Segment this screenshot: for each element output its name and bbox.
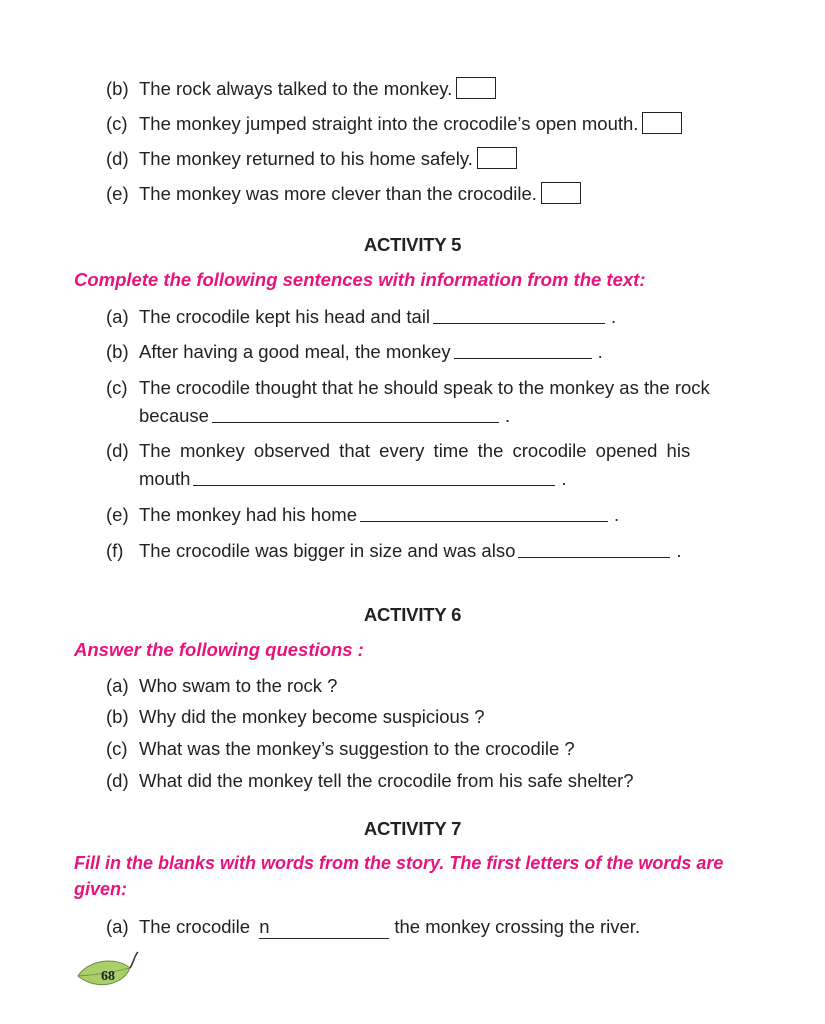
activity-7-instruction: Fill in the blanks with words from the story. The first letters of the words are given: xyxy=(74,853,724,899)
tf-item-b: (b) The rock always talked to the monkey. xyxy=(106,77,496,100)
activity-5-item-f: (f) The crocodile was bigger in size and was also . xyxy=(106,540,682,561)
activity-5-item-c-cont: because . xyxy=(139,405,511,426)
activity-6-item-c: (c) What was the monkey’s suggestion to the crocodile ? xyxy=(106,738,575,759)
answer-blank[interactable] xyxy=(433,309,605,324)
activity-5-heading: ACTIVITY 5 xyxy=(363,234,462,255)
answer-blank[interactable] xyxy=(212,408,499,423)
activity-5-item-e: (e) The monkey had his home . xyxy=(106,504,620,525)
tf-item-e: (e) The monkey was more clever than the crocodile. xyxy=(106,182,581,205)
tf-item-c: (c) The monkey jumped straight into the crocodile’s open mouth. xyxy=(106,112,682,135)
answer-checkbox[interactable] xyxy=(456,77,496,99)
activity-5-item-b: (b) After having a good meal, the monkey . xyxy=(106,341,603,362)
activity-5-item-a: (a) The crocodile kept his head and tail . xyxy=(106,306,617,327)
answer-checkbox[interactable] xyxy=(642,112,682,134)
answer-blank[interactable] xyxy=(518,543,670,558)
answer-blank[interactable] xyxy=(193,471,555,486)
answer-blank[interactable]: n xyxy=(259,916,389,939)
page-number: 68 xyxy=(101,969,115,984)
activity-5-item-d: (d) The monkey observed that every time the crocodile opened his xyxy=(106,440,691,461)
activity-7-heading: ACTIVITY 7 xyxy=(363,818,462,839)
answer-checkbox[interactable] xyxy=(477,147,517,169)
activity-5-item-d-cont: mouth . xyxy=(139,468,567,489)
activity-6-item-a: (a) Who swam to the rock ? xyxy=(106,675,338,696)
tf-item-d: (d) The monkey returned to his home safely. xyxy=(106,147,517,170)
page-number-leaf xyxy=(74,948,142,1001)
activity-7-item-a: (a) The crocodile n the monkey crossing the river. xyxy=(106,916,641,937)
activity-6-instruction: Answer the following questions : xyxy=(74,639,364,660)
activity-6-heading: ACTIVITY 6 xyxy=(363,604,462,625)
activity-5-item-c: (c) The crocodile thought that he should speak to the monkey as the rock xyxy=(106,377,710,398)
answer-checkbox[interactable] xyxy=(541,182,581,204)
activity-6-item-b: (b) Why did the monkey become suspicious ? xyxy=(106,706,485,727)
leaf-icon xyxy=(74,948,142,996)
activity-5-instruction: Complete the following sentences with information from the text: xyxy=(74,269,646,290)
activity-6-item-d: (d) What did the monkey tell the crocodile from his safe shelter? xyxy=(106,770,634,791)
answer-blank[interactable] xyxy=(360,507,608,522)
answer-blank[interactable] xyxy=(454,344,592,359)
